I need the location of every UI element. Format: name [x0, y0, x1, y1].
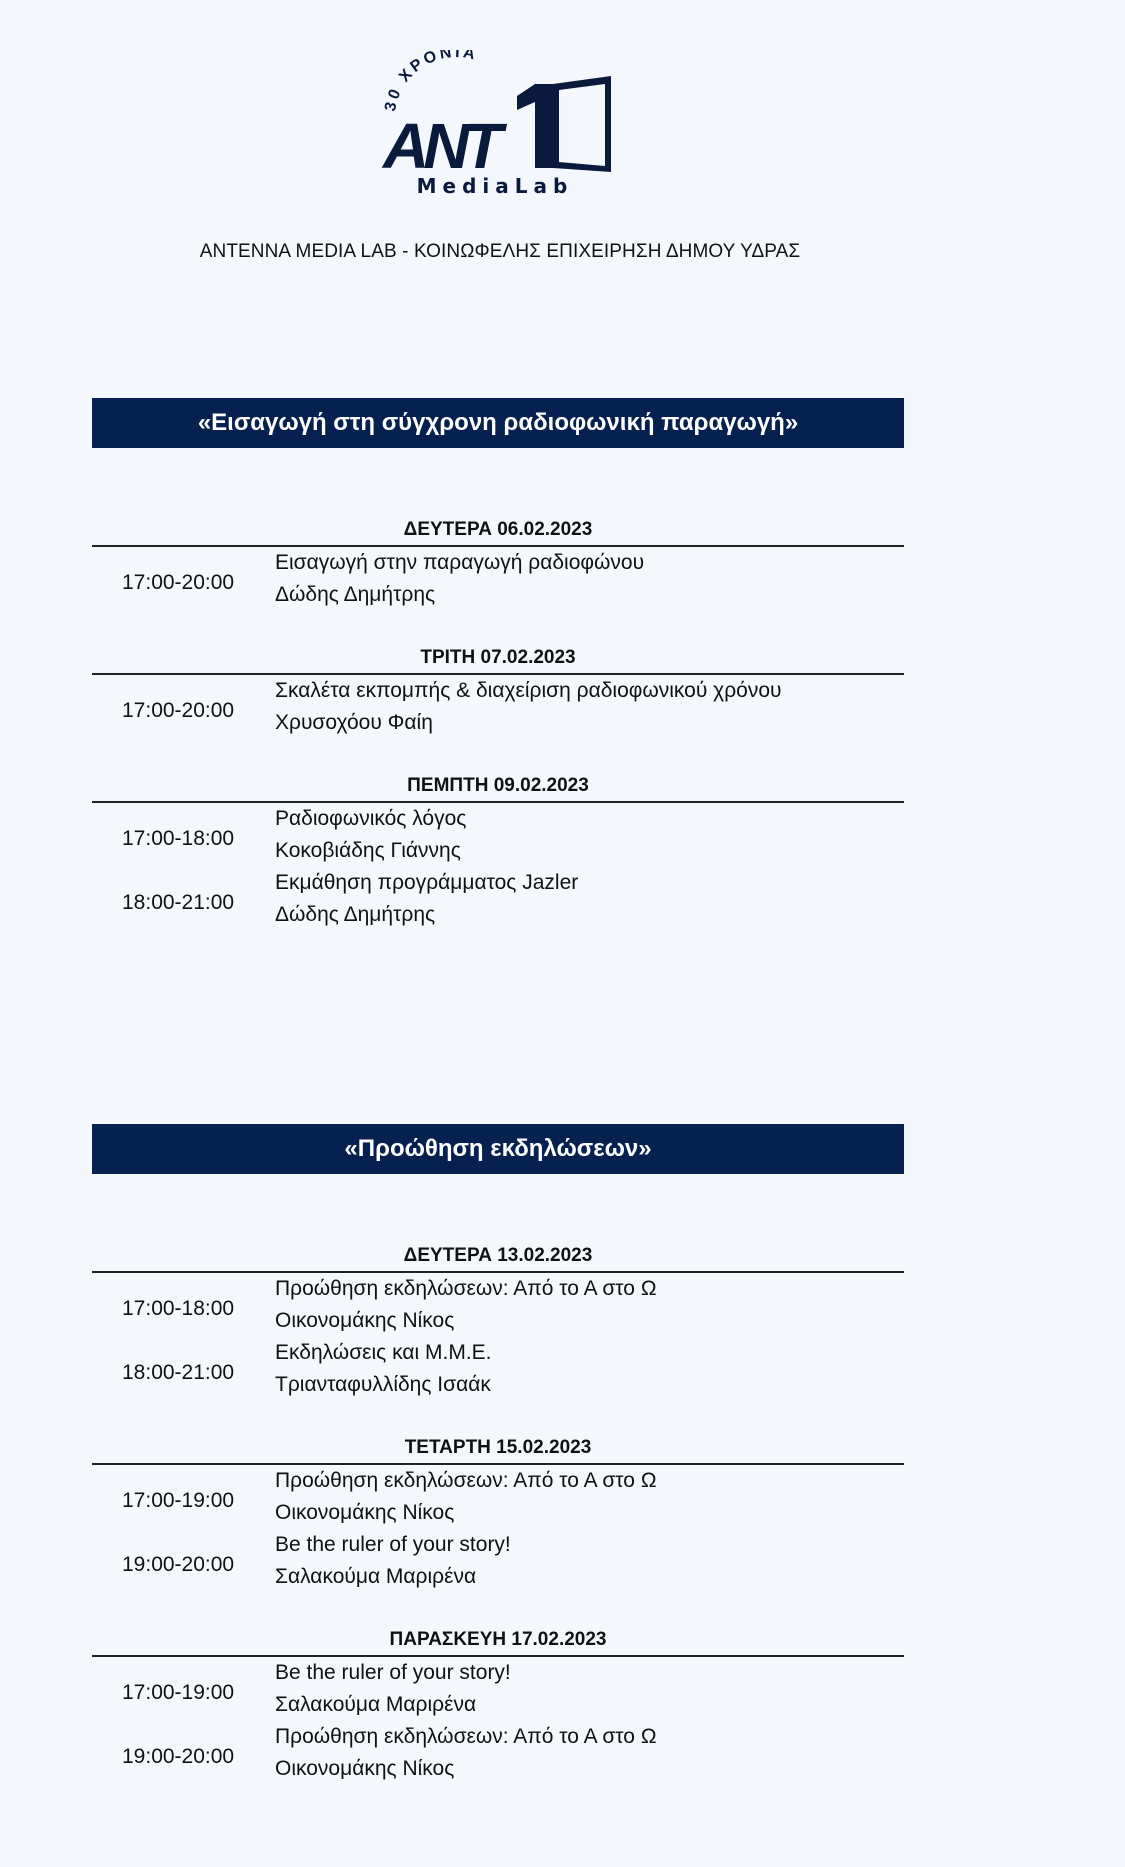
session-row	[92, 807, 904, 871]
day-header: ΔΕΥΤΕΡΑ 06.02.2023	[92, 519, 904, 547]
session-row	[92, 1277, 904, 1341]
session-speaker: Δώδης Δημήτρης	[275, 903, 436, 926]
session-time: 17:00-20:00	[122, 571, 235, 594]
session-row	[92, 551, 904, 615]
session-time: 17:00-19:00	[122, 1489, 235, 1512]
day-header: ΤΕΤΑΡΤΗ 15.02.2023	[92, 1437, 904, 1465]
session-speaker: Τριανταφυλλίδης Ισαάκ	[275, 1373, 491, 1396]
organization-line: ANTENNA MEDIA LAB - ΚΟΙΝΩΦΕΛΗΣ ΕΠΙΧΕΙΡΗΣΗ ΔΗΜΟΥ ΥΔΡΑΣ	[199, 241, 801, 262]
session-title: Εκδηλώσεις και Μ.Μ.Ε.	[275, 1341, 492, 1364]
section-banner: «Προώθηση εκδηλώσεων»	[92, 1124, 904, 1174]
session-time: 18:00-21:00	[122, 891, 235, 914]
session-speaker: Οικονομάκης Νίκος	[275, 1757, 455, 1780]
session-row	[92, 679, 904, 743]
day-header: ΠΕΜΠΤΗ 09.02.2023	[92, 775, 904, 803]
session-row	[92, 1341, 904, 1405]
session-title: Προώθηση εκδηλώσεων: Από το Α στο Ω	[275, 1469, 657, 1492]
logo-years-text: 30 ΧΡΟΝΙΑ	[382, 50, 480, 113]
session-time: 18:00-21:00	[122, 1361, 235, 1384]
logo-sub-text: MediaLab	[416, 174, 574, 198]
session-speaker: Σαλακούμα Μαριρένα	[275, 1565, 477, 1588]
session-title: Εκμάθηση προγράμματος Jazler	[275, 871, 579, 894]
session-time: 17:00-18:00	[122, 827, 235, 850]
session-speaker: Οικονομάκης Νίκος	[275, 1309, 455, 1332]
session-time: 19:00-20:00	[122, 1745, 235, 1768]
session-speaker: Κοκοβιάδης Γιάννης	[275, 839, 461, 862]
session-time: 19:00-20:00	[122, 1553, 235, 1576]
svg-text:30 ΧΡΟΝΙΑ	[382, 50, 479, 113]
session-title: Be the ruler of your story!	[275, 1661, 511, 1684]
logo-brand-text: ANT	[383, 110, 497, 182]
session-title: Σκαλέτα εκπομπής & διαχείριση ραδιοφωνικού χρόνου	[275, 679, 782, 702]
session-title: Προώθηση εκδηλώσεων: Από το Α στο Ω	[275, 1277, 657, 1300]
session-time: 17:00-18:00	[122, 1297, 235, 1320]
section-banner: «Εισαγωγή στη σύγχρονη ραδιοφωνική παραγωγή»	[92, 398, 904, 448]
session-speaker: Δώδης Δημήτρης	[275, 583, 436, 606]
session-row	[92, 1661, 904, 1725]
session-row	[92, 1533, 904, 1597]
session-speaker: Οικονομάκης Νίκος	[275, 1501, 455, 1524]
session-time: 17:00-20:00	[122, 699, 235, 722]
day-header: ΤΡΙΤΗ 07.02.2023	[92, 647, 904, 675]
session-row	[92, 871, 904, 935]
day-header: ΔΕΥΤΕΡΑ 13.02.2023	[92, 1245, 904, 1273]
session-speaker: Σαλακούμα Μαριρένα	[275, 1693, 477, 1716]
session-title: Be the ruler of your story!	[275, 1533, 511, 1556]
day-header: ΠΑΡΑΣΚΕΥΗ 17.02.2023	[92, 1629, 904, 1657]
session-title: Εισαγωγή στην παραγωγή ραδιοφώνου	[275, 551, 645, 574]
session-title: Προώθηση εκδηλώσεων: Από το Α στο Ω	[275, 1725, 657, 1748]
session-row	[92, 1725, 904, 1789]
antenna-medialab-logo	[375, 50, 615, 200]
session-speaker: Χρυσοχόου Φαίη	[275, 711, 433, 734]
session-time: 17:00-19:00	[122, 1681, 235, 1704]
session-row	[92, 1469, 904, 1533]
session-title: Ραδιοφωνικός λόγος	[275, 807, 467, 830]
